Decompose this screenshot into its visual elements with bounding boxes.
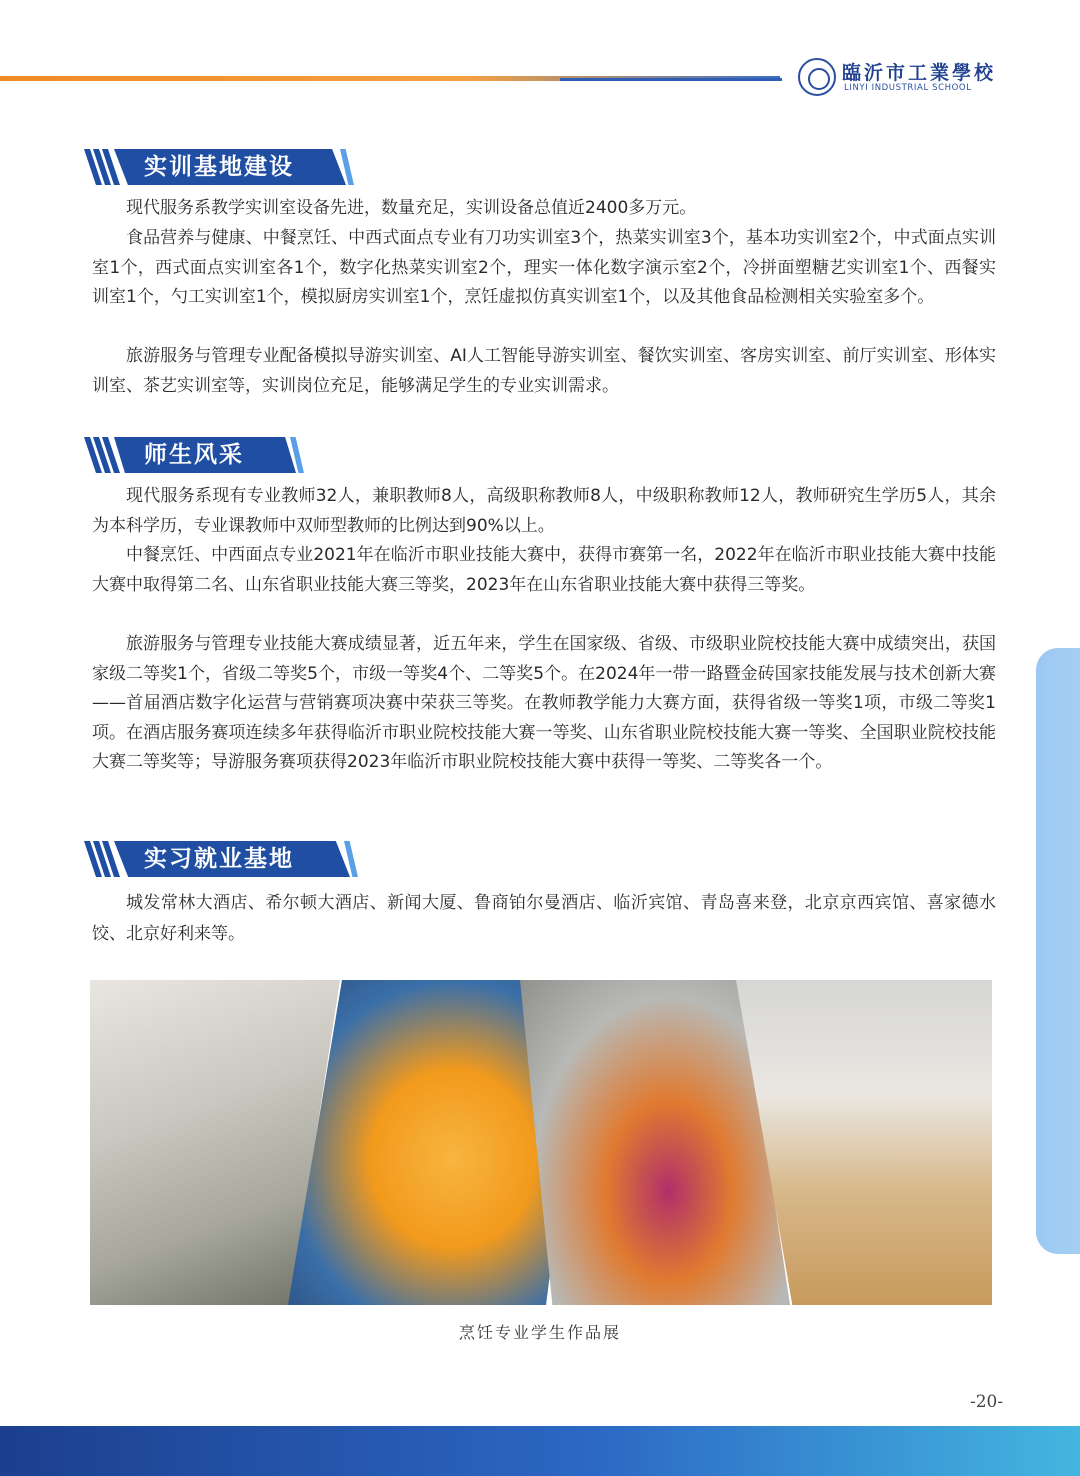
school-name-cn: 臨沂市工業學校 [842, 62, 997, 84]
paragraph: 城发常林大酒店、希尔顿大酒店、新闻大厦、鲁商铂尔曼酒店、临沂宾馆、青岛喜来登，北京京西宾馆、喜家德水饺、北京好利来等。 [92, 893, 996, 944]
section-title: 实训基地建设 [144, 154, 294, 180]
paragraph: 食品营养与健康、中餐烹饪、中西式面点专业有刀功实训室3个，热菜实训室3个，基本功实训室2个，中式面点实训室1个，西式面点实训室各1个，数字化热菜实训室2个，理实一体化数字演示室2个，冷拼面塑糖艺实训室1个、西餐实训室1个，勺工实训室1个，模拟厨房实训室1个，烹饪虚拟仿真实训室1个，以及其他食品检测相关实验室多个。 [92, 228, 996, 307]
section-title: 师生风采 [144, 442, 244, 468]
school-name-en: LINYI INDUSTRIAL SCHOOL [844, 83, 972, 93]
paragraph: 旅游服务与管理专业配备模拟导游实训室、AI人工智能导游实训室、餐饮实训室、客房实训室、前厅实训室、形体实训室、茶艺实训室等，实训岗位充足，能够满足学生的专业实训需求。 [92, 346, 996, 396]
section-header-teachers-students [84, 434, 306, 476]
paragraph: 旅游服务与管理专业技能大赛成绩显著，近五年来，学生在国家级、省级、市级职业院校技能大赛中成绩突出，获国家级二等奖1个，省级二等奖5个，市级一等奖4个、二等奖5个。在2024年一带一路暨金砖国家技能发展与技术创新大赛——首届酒店数字化运营与营销赛项决赛中荣获三等奖。在教师教学能力大赛方面，获得省级一等奖1项，市级二等奖1项。在酒店服务赛项连续多年获得临沂市职业院校技能大赛一等奖、山东省职业院校技能大赛一等奖、全国职业院校技能大赛二等奖等；导游服务赛项获得2023年临沂市职业院校技能大赛中获得一等奖、二等奖各一个。 [92, 634, 996, 772]
header-blue-rule [560, 78, 782, 81]
section-header-training-base [84, 146, 356, 188]
section-title: 实习就业基地 [144, 846, 294, 872]
paragraph: 中餐烹饪、中西面点专业2021年在临沂市职业技能大赛中，获得市赛第一名，2022年在临沂市职业技能大赛中技能大赛中取得第二名、山东省职业技能大赛三等奖，2023年在山东省职业技能大赛中获得三等奖。 [92, 545, 996, 595]
photo-caption: 烹饪专业学生作品展 [458, 1323, 621, 1342]
school-logo [798, 58, 1008, 102]
school-emblem-icon [798, 58, 836, 96]
page-number: -20- [970, 1392, 1004, 1412]
side-tab [1036, 648, 1080, 1254]
section-header-internship-base [84, 838, 360, 880]
paragraph: 现代服务系现有专业教师32人，兼职教师8人，高级职称教师8人，中级职称教师12人，教师研究生学历5人，其余为本科学历，专业课教师中双师型教师的比例达到90%以上。 [92, 486, 996, 536]
photo-collage [90, 980, 992, 1305]
footer-bar [0, 1426, 1080, 1476]
paragraph: 现代服务系教学实训室设备先进，数量充足，实训设备总值近2400多万元。 [126, 198, 697, 218]
